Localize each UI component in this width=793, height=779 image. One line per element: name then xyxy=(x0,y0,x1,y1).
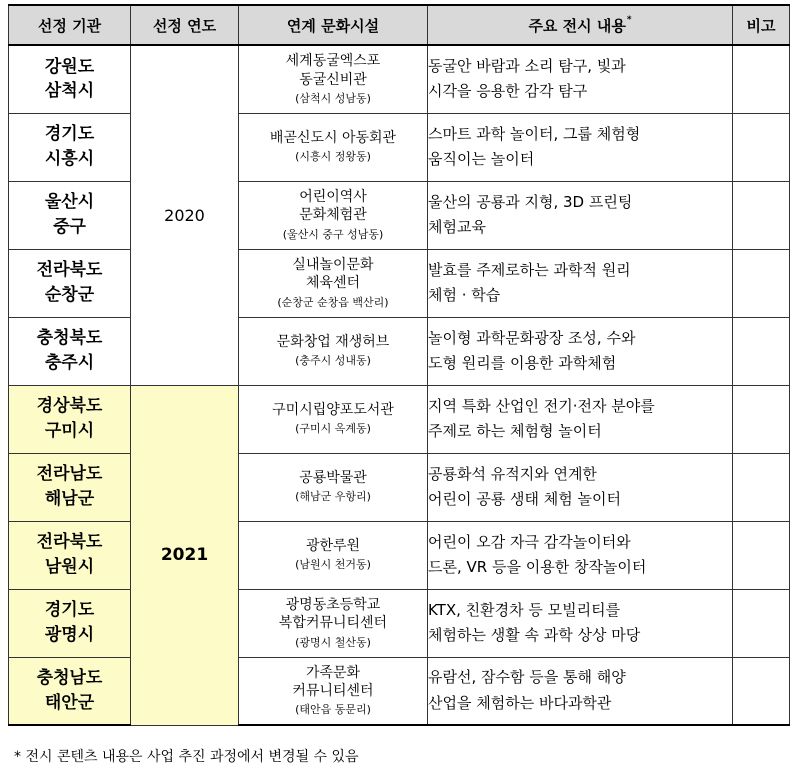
table-row xyxy=(9,521,790,589)
facility-name: 커뮤니티센터 xyxy=(292,683,374,700)
exhibit-cell xyxy=(428,385,733,453)
header-institution: 선정 기관 xyxy=(9,5,131,45)
exhibit-cell xyxy=(428,113,733,181)
institution-cell xyxy=(9,317,131,385)
facility-location: (해남군 우항리) xyxy=(295,490,371,504)
facility-location: (삼척시 성남동) xyxy=(295,91,371,105)
facility-cell xyxy=(239,249,428,317)
exhibit-cell xyxy=(428,589,733,657)
facility-location: (울산시 중구 성남동) xyxy=(282,227,384,241)
header-facility: 연계 문화시설 xyxy=(239,5,428,45)
exhibit-line: 놀이형 과학문화광장 조성, 수와 xyxy=(428,328,636,347)
table-row xyxy=(9,385,790,453)
institution-cell xyxy=(9,657,131,725)
header-note: 비고 xyxy=(733,5,790,45)
province: 전라북도 xyxy=(36,260,103,281)
province: 강원도 xyxy=(44,56,95,77)
institution-cell xyxy=(9,113,131,181)
institution-cell xyxy=(9,521,131,589)
table-row xyxy=(9,317,790,385)
facility-name: 체육센터 xyxy=(305,275,361,292)
province: 경기도 xyxy=(44,124,95,145)
exhibit-line: 동굴안 바람과 소리 탐구, 빛과 xyxy=(428,56,626,75)
exhibit-line: KTX, 친환경차 등 모빌리티를 xyxy=(428,600,621,619)
exhibit-line: 어린이 공룡 생태 체험 놀이터 xyxy=(428,490,621,508)
institution-cell xyxy=(9,385,131,453)
facility-cell xyxy=(239,181,428,249)
note-cell xyxy=(733,113,790,181)
province: 충청북도 xyxy=(36,328,103,349)
year-2021-cell: 2021 xyxy=(131,385,239,725)
note-cell xyxy=(733,181,790,249)
footnote: * 전시 콘텐츠 내용은 사업 추진 과정에서 변경될 수 있음 xyxy=(14,749,359,765)
table-row xyxy=(9,453,790,521)
table-row xyxy=(9,45,790,113)
exhibit-line: 도형 원리를 이용한 과학체험 xyxy=(428,354,617,372)
exhibit-line: 유람선, 잠수함 등을 통해 해양 xyxy=(428,668,626,687)
note-cell xyxy=(733,453,790,521)
facility-name: 공룡박물관 xyxy=(299,470,367,487)
exhibit-cell xyxy=(428,45,733,113)
exhibit-line: 주제로 하는 체험형 놀이터 xyxy=(428,422,602,440)
footnote-mark: * xyxy=(626,14,632,25)
header-exhibit-label: 주요 전시 내용 xyxy=(528,16,626,35)
province: 충청남도 xyxy=(36,668,103,689)
exhibit-line: 체험교육 xyxy=(428,218,486,236)
exhibit-cell xyxy=(428,317,733,385)
exhibit-line: 시각을 응용한 감각 탐구 xyxy=(428,82,588,101)
facility-location: (구미시 옥계동) xyxy=(295,422,371,436)
city: 해남군 xyxy=(44,489,95,509)
table-row xyxy=(9,249,790,317)
facility-cell xyxy=(239,45,428,113)
note-cell xyxy=(733,657,790,725)
city: 구미시 xyxy=(44,421,95,441)
province: 전라북도 xyxy=(36,532,103,553)
facility-name: 문화창업 재생허브 xyxy=(276,334,390,351)
exhibit-cell xyxy=(428,453,733,521)
facility-name: 광명동초등학교 xyxy=(285,597,381,614)
city: 중구 xyxy=(53,217,86,237)
facility-name: 복합커뮤니티센터 xyxy=(278,615,388,632)
exhibit-line: 발효를 주제로하는 과학적 원리 xyxy=(428,260,631,279)
note-cell xyxy=(733,317,790,385)
facility-cell xyxy=(239,113,428,181)
exhibit-line: 드론, VR 등을 이용한 창작놀이터 xyxy=(428,558,647,576)
header-exhibit xyxy=(428,5,733,45)
selection-table xyxy=(8,4,790,726)
note-cell xyxy=(733,385,790,453)
institution-cell xyxy=(9,45,131,113)
facility-name: 광한루원 xyxy=(305,538,361,555)
city: 삼척시 xyxy=(44,81,95,102)
year-2020-cell: 2020 xyxy=(131,45,239,385)
facility-cell xyxy=(239,589,428,657)
table-row xyxy=(9,657,790,725)
city: 순창군 xyxy=(44,285,95,305)
facility-cell xyxy=(239,317,428,385)
facility-name: 문화체험관 xyxy=(299,207,367,224)
city: 충주시 xyxy=(44,353,95,373)
table-row xyxy=(9,181,790,249)
facility-name: 가족문화 xyxy=(305,664,361,681)
exhibit-line: 체험하는 생활 속 과학 상상 마당 xyxy=(428,626,641,644)
exhibit-line: 공룡화석 유적지와 연계한 xyxy=(428,464,597,483)
header-row xyxy=(9,5,790,45)
table-row xyxy=(9,113,790,181)
facility-name: 세계동굴엑스포 xyxy=(285,53,381,70)
facility-name: 배곧신도시 아동회관 xyxy=(269,130,397,147)
city: 남원시 xyxy=(44,557,95,577)
exhibit-line: 산업을 체험하는 바다과학관 xyxy=(428,693,612,712)
facility-name: 실내놀이문화 xyxy=(292,257,374,274)
exhibit-line: 스마트 과학 놀이터, 그룹 체험형 xyxy=(428,124,641,143)
table-row xyxy=(9,589,790,657)
facility-location: (시흥시 정왕동) xyxy=(295,150,371,164)
facility-location: (순창군 순창읍 백산리) xyxy=(277,295,389,309)
exhibit-line: 움직이는 놀이터 xyxy=(428,150,535,168)
facility-cell xyxy=(239,453,428,521)
facility-location: (남원시 천거동) xyxy=(295,558,371,572)
note-cell xyxy=(733,249,790,317)
province: 전라남도 xyxy=(36,464,103,485)
province: 울산시 xyxy=(44,192,95,213)
exhibit-cell xyxy=(428,657,733,725)
facility-location: (태안읍 동문리) xyxy=(295,703,371,717)
exhibit-cell xyxy=(428,181,733,249)
facility-name: 어린이역사 xyxy=(299,189,367,206)
city: 시흥시 xyxy=(44,149,95,169)
note-cell xyxy=(733,521,790,589)
facility-location: (충주시 성내동) xyxy=(295,354,371,368)
exhibit-line: 체험 · 학습 xyxy=(428,286,501,304)
province: 경기도 xyxy=(44,600,95,621)
exhibit-line: 울산의 공룡과 지형, 3D 프린팅 xyxy=(428,192,633,211)
exhibit-line: 지역 특화 산업인 전기·전자 분야를 xyxy=(428,396,655,415)
header-year: 선정 연도 xyxy=(131,5,239,45)
exhibit-line: 어린이 오감 자극 감각놀이터와 xyxy=(428,532,631,551)
note-cell xyxy=(733,589,790,657)
facility-name: 동굴신비관 xyxy=(299,71,367,88)
institution-cell xyxy=(9,589,131,657)
institution-cell xyxy=(9,181,131,249)
facility-cell xyxy=(239,657,428,725)
city: 태안군 xyxy=(44,692,95,713)
institution-cell xyxy=(9,453,131,521)
exhibit-cell xyxy=(428,249,733,317)
facility-cell xyxy=(239,385,428,453)
institution-cell xyxy=(9,249,131,317)
exhibit-cell xyxy=(428,521,733,589)
facility-cell xyxy=(239,521,428,589)
province: 경상북도 xyxy=(36,396,103,417)
facility-name: 구미시립양포도서관 xyxy=(272,402,394,419)
facility-location: (광명시 철산동) xyxy=(295,635,371,649)
city: 광명시 xyxy=(44,625,95,645)
note-cell xyxy=(733,45,790,113)
